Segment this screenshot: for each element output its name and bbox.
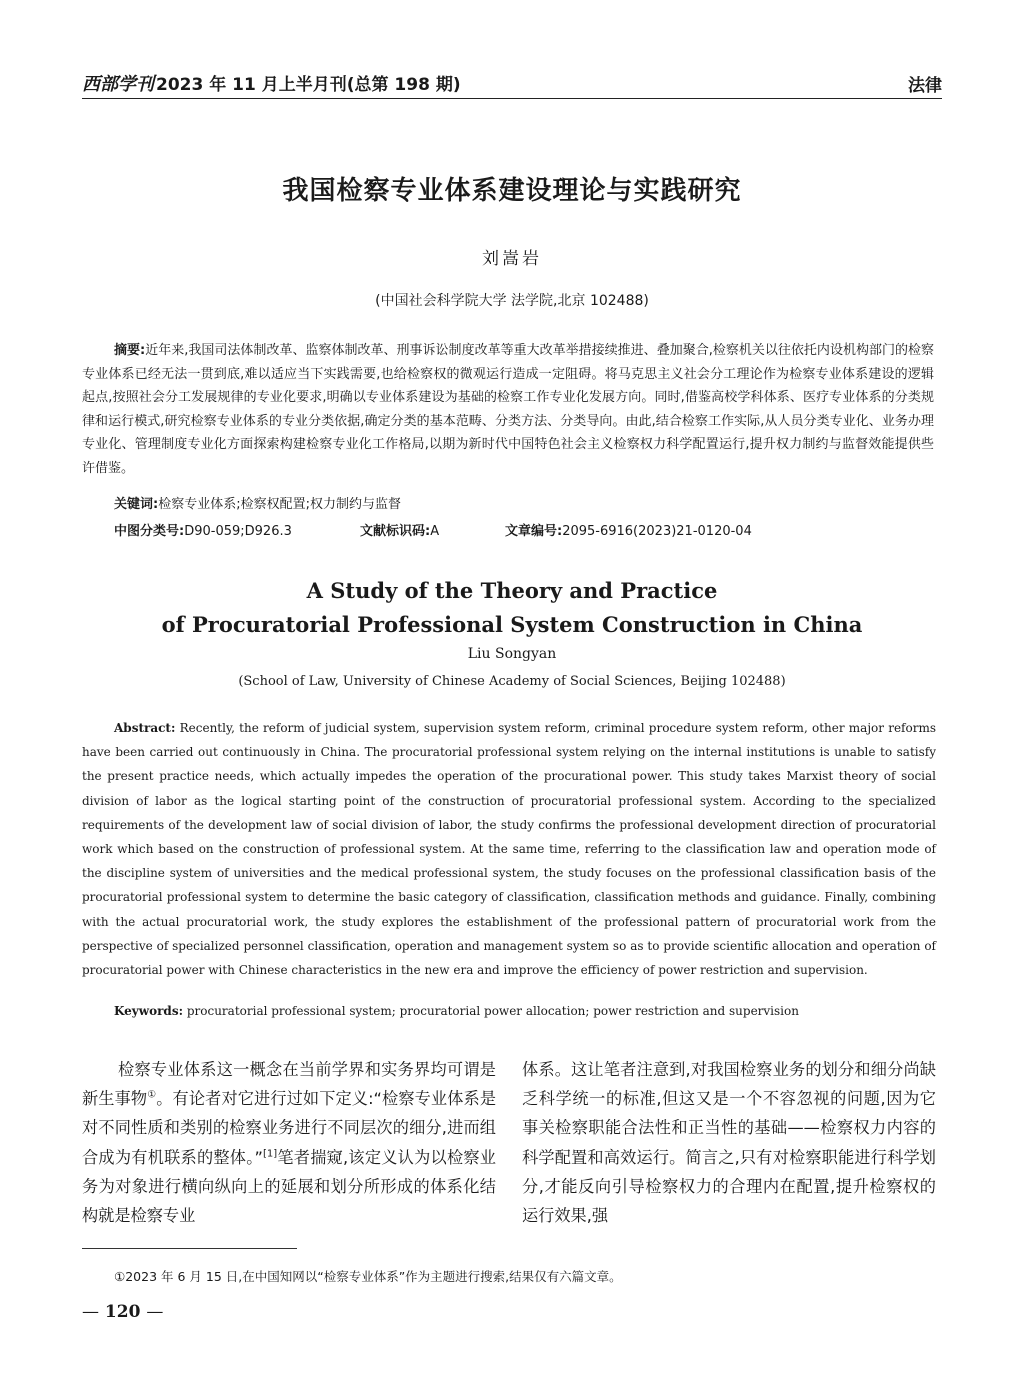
- body-left-text-3: 笔者揣窥,该定义认为以检察业务为对象进行横向纵向上的延展和划分所形成的体系化结构就是检察专业: [82, 1147, 496, 1226]
- english-keywords-text: procuratorial professional system; procuratorial power allocation; power restriction and supervision: [186, 1004, 799, 1018]
- document-code-value: A: [430, 524, 440, 539]
- english-title-line-2: of Procuratorial Professional System Construction in China: [161, 612, 863, 637]
- english-keywords: [114, 1004, 799, 1018]
- english-affiliation: (School of Law, University of Chinese Academy of Social Sciences, Beijing 102488): [238, 674, 786, 689]
- page-number-value: 120: [104, 1302, 141, 1322]
- article-number-label: 文章编号:: [505, 524, 563, 539]
- clc-value: D90-059;D926.3: [184, 524, 292, 539]
- body-column-left: [82, 1055, 496, 1230]
- classification-line: [114, 520, 934, 539]
- article-number-value: 2095-6916(2023)21-0120-04: [562, 524, 752, 539]
- body-column-right: 体系。这让笔者注意到,对我国检察业务的划分和细分尚缺乏科学统一的标准,但这又是一个不容忽视的问题,因为它事关检察职能合法性和正当性的基础——检察权力内容的科学配置和高效运行。简言之,只有对检察职能进行科学划分,才能反向引导检察权力的合理内在配置,提升检察权的运行效果,强: [522, 1060, 936, 1226]
- chinese-abstract-label: 摘要:: [114, 343, 146, 358]
- english-author: Liu Songyan: [467, 646, 557, 662]
- chinese-author: 刘嵩岩: [482, 249, 542, 269]
- footnote-divider: [82, 1248, 297, 1249]
- document-code-label: 文献标识码:: [360, 524, 431, 539]
- page-number: [82, 1302, 163, 1322]
- chinese-keywords-text: 检察专业体系;检察权配置;权力制约与监督: [158, 497, 401, 512]
- chinese-abstract-text: 近年来,我国司法体制改革、监察体制改革、刑事诉讼制度改革等重大改革举措接续推进、叠加聚合,检察机关以往依托内设机构部门的检察专业体系已经无法一贯到底,难以适应当下实践需要,也给检察权的微观运行造成一定阻碍。将马克思主义社会分工理论作为检察专业体系建设的逻辑起点,按照社会分工发展规律的专业化要求,明确以专业体系建设为基础的检察工作专业化发展方向。同时,借鉴高校学科体系、医疗专业体系的分类规律和运行模式,研究检察专业体系的专业分类依据,确定分类的基本范畴、分类方法、分类导向。由此,结合检察工作实际,从人员分类专业化、业务办理专业化、管理制度专业化方面探索构建检察专业化工作格局,以期为新时代中国特色社会主义检察权力科学配置运行,提升权力制约与监督效能提供些许借鉴。: [82, 343, 934, 476]
- journal-info: [82, 70, 461, 96]
- chinese-abstract: [82, 339, 934, 480]
- page-number-dash-right: —: [146, 1302, 164, 1322]
- body-left-text-1: 检察专业体系这一概念在当前学界和实务界均可谓是新生事物: [82, 1060, 496, 1109]
- document-code: [360, 520, 505, 539]
- footnote-mark[interactable]: ①: [147, 1089, 157, 1101]
- english-title: [0, 574, 1024, 642]
- reference-mark[interactable]: [1]: [262, 1148, 278, 1160]
- english-abstract-label: Abstract:: [114, 721, 176, 735]
- running-header: [82, 68, 942, 99]
- clc-number: [114, 520, 360, 539]
- footnote: ①2023 年 6 月 15 日,在中国知网以“检察专业体系”作为主题进行搜索,结果仅有六篇文章。: [114, 1269, 622, 1284]
- chinese-keywords-label: 关键词:: [114, 497, 159, 512]
- journal-issue: 2023 年 11 月上半月刊(总第 198 期): [156, 75, 461, 95]
- clc-label: 中图分类号:: [114, 524, 185, 539]
- english-abstract-text: Recently, the reform of judicial system, supervision system reform, criminal procedure system reform, other major reforms have been carried out continuously in China. The procuratorial professional system relying on the internal institutions is unable to satisfy the present practice needs, which actually impedes the operation of the procurational power. This study takes Marxist theory of social division of labor as the logical starting point of the construction of procuratorial professional system. According to the specialized requirements of the development law of social division of labor, the study confirms the professional development direction of procuratorial work which based on the construction of professional system. At the same time, referring to the classification law and operation mode of the discipline system of universities and the medical professional system, the study focuses on the professional classification basis of the procuratorial professional system to determine the basic category of classification, classification methods and guidance. Finally, combining with the actual procuratorial work, the study explores the establishment of the professional pattern of procuratorial work from the perspective of specialized personnel classification, operation and management system so as to provide scientific allocation and operation of procuratorial power with Chinese characteristics in the new era and improve the efficiency of power restriction and supervision.: [82, 721, 936, 978]
- english-keywords-label: Keywords:: [114, 1004, 184, 1018]
- english-title-line-1: A Study of the Theory and Practice: [306, 578, 718, 603]
- journal-logo: 西部学刊: [82, 74, 154, 95]
- page-number-dash-left: —: [82, 1302, 99, 1322]
- section-name: 法律: [908, 75, 942, 96]
- chinese-keywords: [114, 493, 401, 512]
- article-number: [505, 520, 752, 539]
- chinese-affiliation: (中国社会科学院大学 法学院,北京 102488): [375, 293, 649, 309]
- body-left-text-2: 。有论者对它进行过如下定义:“检察专业体系是对不同性质和类别的检察业务进行不同层次的细分,进而组合成为有机联系的整体。”: [82, 1089, 497, 1167]
- english-abstract: [82, 716, 936, 982]
- chinese-title: 我国检察专业体系建设理论与实践研究: [282, 176, 742, 206]
